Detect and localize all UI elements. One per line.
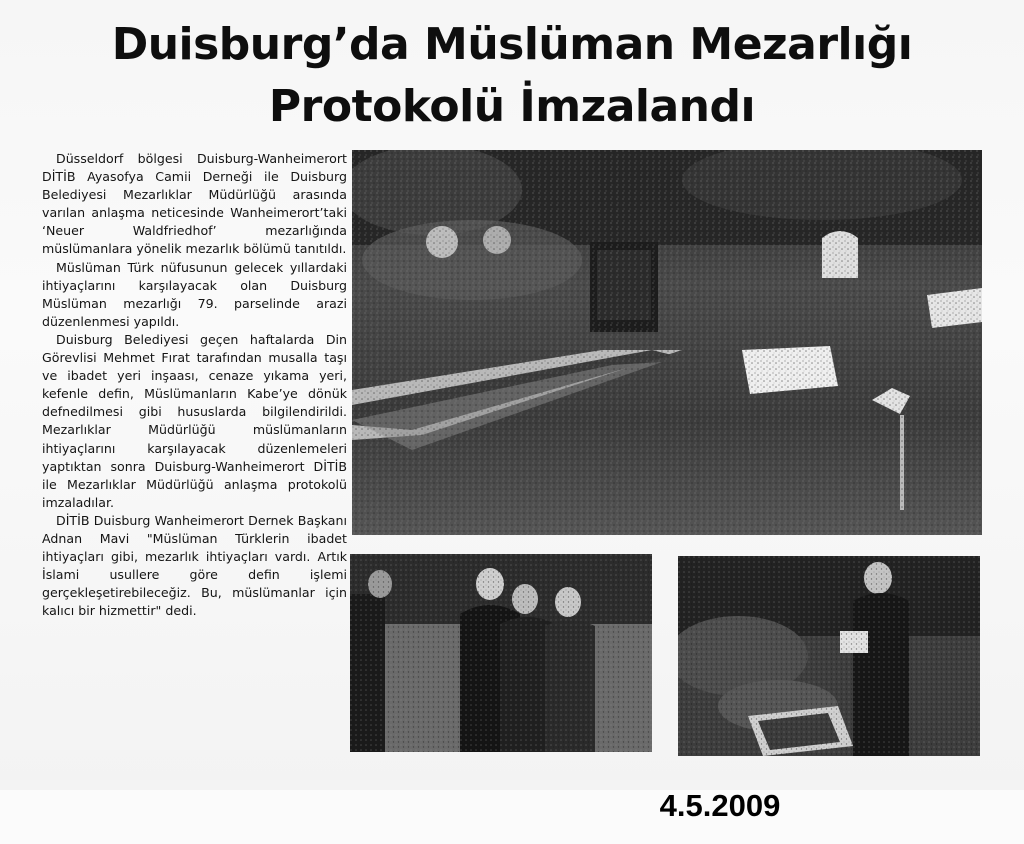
headline-line-1: Duisburg’da Müslüman Mezarlığı (111, 19, 913, 70)
man-at-grave-photo (678, 556, 980, 756)
headline-line-2: Protokolü İmzalandı (268, 81, 756, 132)
date-stamp: 4.5.2009 (659, 788, 781, 823)
officials-group-photo (350, 554, 652, 752)
article-paragraph-1: Düsseldorf bölgesi Duisburg-Wanheimerort DİTİB Ayasofya Camii Derneği ile Duisburg Belediyesi Mezarlıklar Müdürlüğü arasında varılan anlaşma neticesinde Wanheimerort’taki ‘Neuer Waldfriedhof’ mezarlığında müslümanlara yönelik mezarlık bölümü tanıtıldı. (42, 151, 347, 257)
article-body (42, 150, 347, 620)
article-paragraph-3: Duisburg Belediyesi geçen haftalarda Din Görevlisi Mehmet Fırat tarafından musalla taşı ve ibadet yeri inşaası, cenaze yıkama yeri, kefenle defin, Müslümanların Kabe’ye dönük defnedilmesi gibi hususlarda bilgilendirildi. Mezarlıklar Müdürlüğü müslümanların ihtiyaçlarını karşılayacak düzenlemeleri yaptıktan sonra Duisburg-Wanheimerort DİTİB ile Mezarlıklar Müdürlüğü anlaşma protokolü imzaladılar. (42, 331, 347, 510)
headline (0, 14, 1024, 138)
cemetery-graves-photo (352, 150, 982, 535)
article-paragraph-2: Müslüman Türk nüfusunun gelecek yıllardaki ihtiyaçlarını karşılayacak olan Duisburg Müslüman mezarlığı 79. parselinde arazi düzenlenmesi yapıldı. (42, 259, 347, 329)
article-paragraph-4: DİTİB Duisburg Wanheimerort Dernek Başkanı Adnan Mavi "Müslüman Türklerin ibadet ihtiyaçları gibi, mezarlık ihtiyaçları vardı. Artık İslami usullere göre defin işlemi gerçekleşetirebileceğiz. Bu, müslümanlar için kalıcı bir hizmettir" dedi. (42, 512, 347, 619)
